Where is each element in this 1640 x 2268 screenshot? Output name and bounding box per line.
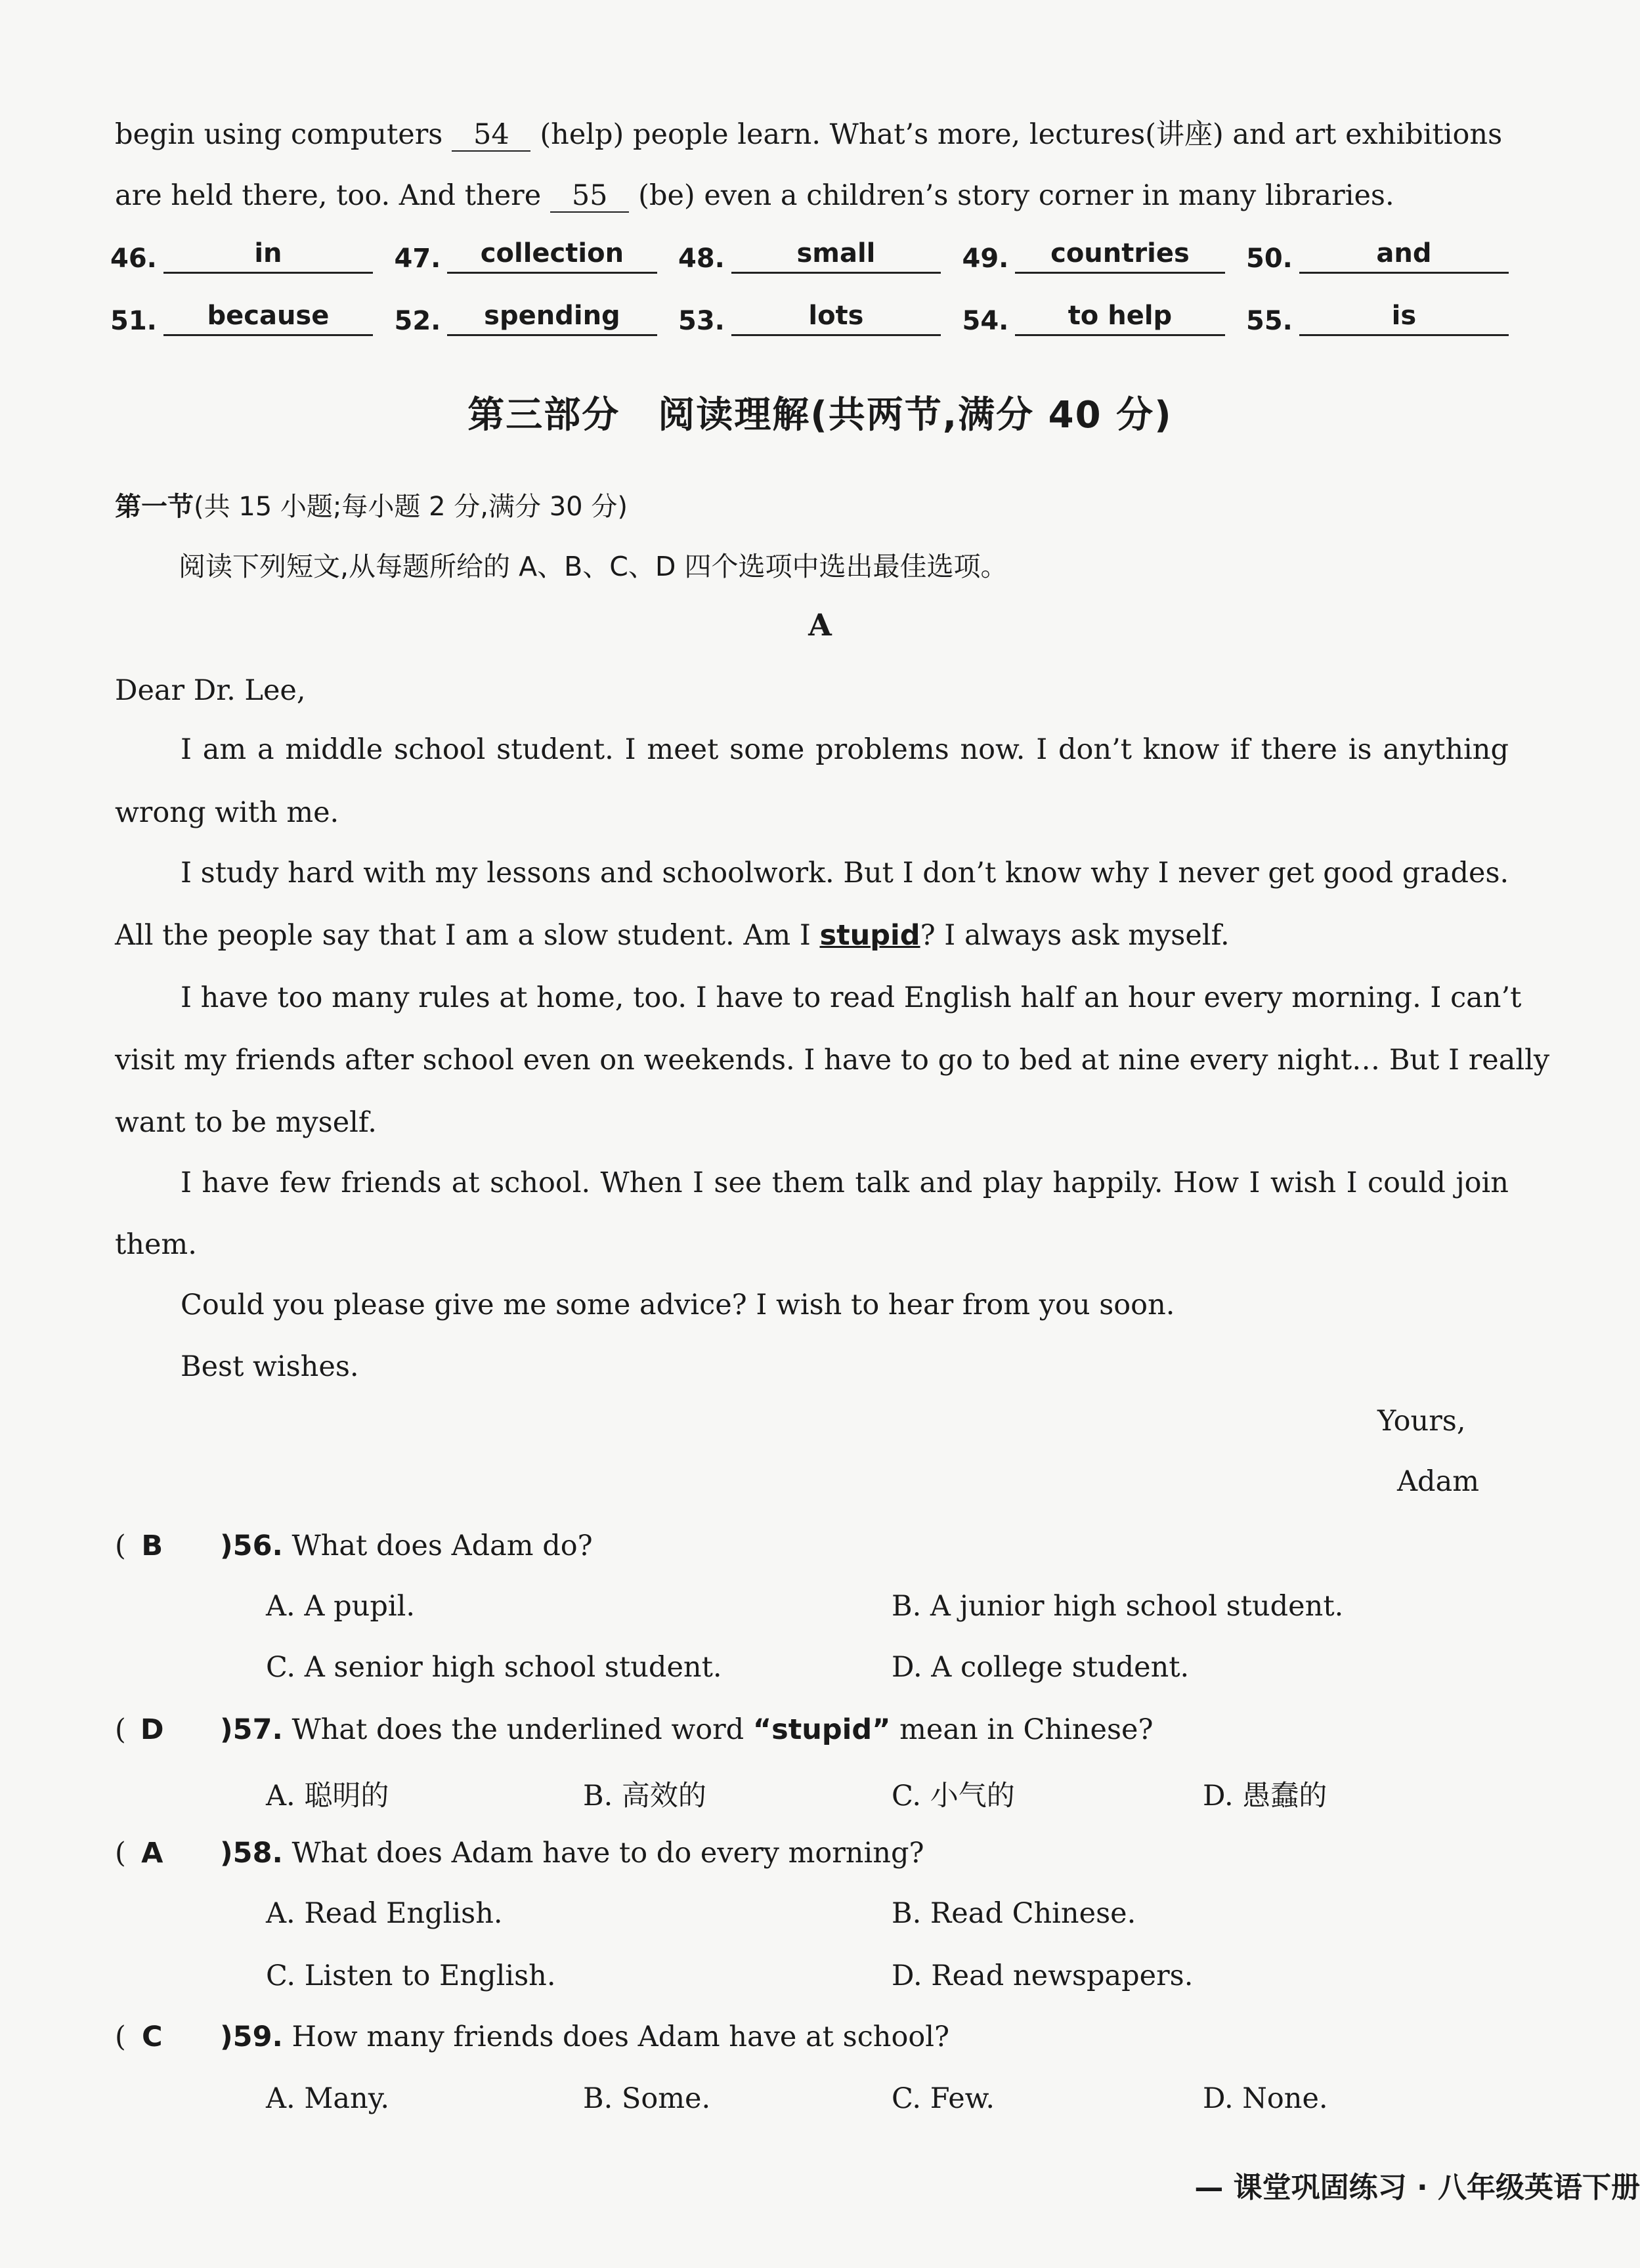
question-text: What does the underlined word <box>291 1713 744 1746</box>
letter-line: I have few friends at school. When I see them talk and play happily. How I wish I could join <box>181 1166 1509 1199</box>
answer-number: 48. <box>678 244 725 274</box>
option-a: A. Many. <box>266 2082 389 2115</box>
answer-value: lots <box>731 299 941 336</box>
option-b: B. A junior high school student. <box>892 1590 1344 1623</box>
question-text: How many friends does Adam have at school? <box>291 2021 950 2053</box>
answer-row-1 <box>110 236 1509 274</box>
answer-item <box>395 236 657 274</box>
letter-closing: Best wishes. <box>181 1350 359 1383</box>
question-text: What does Adam do? <box>291 1530 593 1562</box>
subsection-detail: (共 15 小题;每小题 2 分,满分 30 分) <box>194 492 628 522</box>
option-c: C. Few. <box>892 2082 995 2115</box>
answer-item <box>110 236 373 274</box>
letter-line: wrong with me. <box>115 796 339 829</box>
option-d: D. 愚蠢的 <box>1203 1780 1327 1812</box>
letter-greeting: Dear Dr. Lee, <box>115 674 306 707</box>
answer-value: spending <box>447 299 657 336</box>
question-number: )57. <box>220 1713 283 1746</box>
paren-open: ( <box>115 1713 126 1746</box>
answer-item <box>678 299 941 336</box>
answer-item <box>1246 236 1509 274</box>
letter-line: I study hard with my lessons and schoolwork. But I don’t know why I never get good grades. <box>181 857 1509 889</box>
question-number: )59. <box>220 2021 283 2053</box>
answer-value: collection <box>447 236 657 274</box>
answer-item <box>962 236 1225 274</box>
letter-signature: Adam <box>1397 1465 1479 1498</box>
option-d: D. A college student. <box>892 1651 1190 1684</box>
cloze-line-2 <box>115 176 1509 215</box>
letter-line: I have too many rules at home, too. I have to read English half an hour every morning. I can’t <box>181 981 1522 1014</box>
letter-text: All the people say that I am a slow student. Am I <box>115 919 811 952</box>
blank-55: 55 <box>550 180 629 213</box>
cloze-text: (be) even a children’s story corner in many libraries. <box>638 179 1394 212</box>
question-text: mean in Chinese? <box>899 1713 1154 1746</box>
answer-value: small <box>731 236 941 274</box>
answer-item <box>1246 299 1509 336</box>
answer-number: 49. <box>962 244 1009 274</box>
answer-value: and <box>1299 236 1509 274</box>
letter-yours: Yours, <box>1377 1405 1466 1438</box>
section-title: 第三部分 阅读理解(共两节,满分 40 分) <box>467 394 1173 437</box>
cloze-line-1 <box>115 115 1509 154</box>
question-text: What does Adam have to do every morning? <box>291 1837 924 1870</box>
answer-number: 50. <box>1246 244 1293 274</box>
answer-number: 51. <box>110 306 157 336</box>
option-d: D. None. <box>1203 2082 1328 2115</box>
letter-line: want to be myself. <box>115 1106 377 1139</box>
letter-line: I am a middle school student. I meet some problems now. I don’t know if there is anything <box>181 733 1509 766</box>
instructions: 阅读下列短文,从每题所给的 A、B、C、D 四个选项中选出最佳选项。 <box>179 551 1008 582</box>
question-answer: A <box>141 1837 163 1870</box>
letter-line <box>115 916 1509 955</box>
answer-item <box>962 299 1225 336</box>
answer-value: in <box>163 236 373 274</box>
answer-value: to help <box>1015 299 1224 336</box>
option-a: A. A pupil. <box>266 1590 416 1623</box>
option-c: C. Listen to English. <box>266 1959 556 1992</box>
answer-item <box>678 236 941 274</box>
option-c: C. 小气的 <box>892 1780 1015 1812</box>
answer-bracket <box>115 1530 220 1562</box>
page-footer: — 课堂巩固练习 · 八年级英语下册 <box>1194 2171 1640 2204</box>
question-keyword: “stupid” <box>752 1713 891 1746</box>
answer-bracket <box>115 1837 220 1870</box>
cloze-text: begin using computers <box>115 118 443 151</box>
underlined-word: stupid <box>819 919 920 952</box>
answer-item <box>110 299 373 336</box>
letter-text: ? I always ask myself. <box>920 919 1230 952</box>
question-number: )58. <box>220 1837 283 1870</box>
answer-number: 54. <box>962 306 1009 336</box>
option-c: C. A senior high school student. <box>266 1651 722 1684</box>
option-b: B. Read Chinese. <box>892 1897 1136 1930</box>
letter-line: visit my friends after school even on weekends. I have to go to bed at nine every night… But I really <box>115 1044 1550 1077</box>
passage-label: A <box>808 607 832 643</box>
answer-row-2 <box>110 299 1509 336</box>
paren-open: ( <box>115 2021 126 2053</box>
answer-value: countries <box>1015 236 1224 274</box>
question-59 <box>115 2021 949 2053</box>
subsection-heading <box>115 486 628 523</box>
letter-line: them. <box>115 1228 197 1261</box>
answer-bracket <box>115 1713 220 1746</box>
question-57 <box>115 1713 1154 1746</box>
question-56 <box>115 1530 593 1562</box>
cloze-text: (help) people learn. What’s more, lectures(讲座) and art exhibitions <box>540 118 1503 151</box>
question-answer: C <box>142 2021 163 2053</box>
option-a: A. 聪明的 <box>266 1780 389 1812</box>
answer-bracket <box>115 2021 220 2053</box>
answer-number: 52. <box>394 306 441 336</box>
answer-number: 55. <box>1246 306 1293 336</box>
blank-54: 54 <box>452 119 530 152</box>
option-b: B. 高效的 <box>583 1780 706 1812</box>
question-answer: D <box>140 1713 164 1746</box>
answer-number: 53. <box>678 306 725 336</box>
question-58 <box>115 1837 924 1870</box>
option-d: D. Read newspapers. <box>892 1959 1194 1992</box>
letter-line: Could you please give me some advice? I wish to hear from you soon. <box>181 1289 1175 1321</box>
cloze-text: are held there, too. And there <box>115 179 542 212</box>
option-b: B. Some. <box>583 2082 711 2115</box>
option-a: A. Read English. <box>266 1897 503 1930</box>
answer-value: is <box>1299 299 1509 336</box>
subsection-label: 第一节 <box>115 492 194 522</box>
question-answer: B <box>141 1530 163 1562</box>
answer-item <box>395 299 657 336</box>
question-number: )56. <box>220 1530 283 1562</box>
paren-open: ( <box>115 1530 126 1562</box>
answer-value: because <box>163 299 373 336</box>
paren-open: ( <box>115 1837 126 1870</box>
answer-number: 47. <box>394 244 441 274</box>
answer-number: 46. <box>110 244 157 274</box>
